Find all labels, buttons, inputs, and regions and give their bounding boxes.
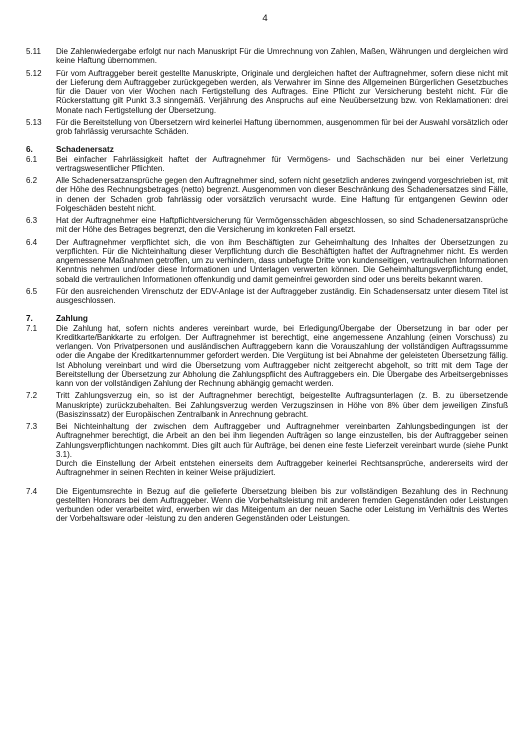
- clause-text: Der Auftragnehmer verpflichtet sich, die von ihm Beschäftigten zur Geheimhaltung des Inhaltes der Übersetzungen zu verpflichten. Für die Nichteinhaltung dieser Verpflichtung durch die Beschäftigten haftet der Auftragnehmer nicht. Es werden angemessene Maßnahmen getroffen, um zu verhindern, dass unbefugte Dritte von kundenseitigen, vertraulichen Informationen Kenntnis nehmen und/oder diese Informationen und Unterlagen verwerten können. Die Geheimhaltungsverpflichtung endet, sobald die vertraulichen Informationen offenkundig und damit gemeinfrei geworden sind oder uns bereits bekannt waren.: [56, 237, 508, 284]
- clause-text: Durch die Einstellung der Arbeit entstehen einerseits dem Auftraggeber keinerlei Rechtsansprüche, andererseits wird der Auftragnehmer in seinen Rechten in keiner Weise präjudiziert.: [56, 459, 508, 478]
- clause-number: 7.3: [26, 422, 38, 431]
- clause-number: 6.5: [26, 286, 38, 296]
- section-heading: [26, 145, 508, 154]
- clause-6-4: [26, 238, 508, 284]
- clause-7-3: [26, 422, 508, 478]
- clause-text: Für den ausreichenden Virenschutz der EDV-Anlage ist der Auftraggeber zuständig. Ein Schadensersatz unter diesem Titel ist ausgeschlossen.: [56, 286, 508, 305]
- clause-6-3: [26, 216, 508, 235]
- clause-text-block: [56, 422, 508, 478]
- section-6: [26, 145, 508, 305]
- clause-text: Die Zahlenwiedergabe erfolgt nur nach Manuskript Für die Umrechnung von Zahlen, Maßen, Währungen und dergleichen wird keine Haftung übernommen.: [56, 47, 508, 66]
- clause-number: 7.2: [26, 391, 38, 401]
- section-heading-number: 7.: [26, 314, 33, 324]
- clause-number: 5.11: [26, 47, 41, 56]
- clause-6-1: [26, 155, 508, 174]
- clause-6-2: [26, 176, 508, 213]
- clause-text: Tritt Zahlungsverzug ein, so ist der Auftragnehmer berechtigt, beigestellte Auftragsunterlagen (z. B. zu übersetzende Manuskripte) zurückzubehalten. Bei Zahlungsverzug werden Verzugszinsen in Höhe von 8% über dem jeweiligen Zinsfuß (Basiszinssatz) der Europäischen Zentralbank in Anrechnung gebracht.: [56, 391, 508, 419]
- clause-7-2: [26, 391, 508, 419]
- clause-6-5: [26, 287, 508, 306]
- clause-5-12: [26, 69, 508, 115]
- clause-text: Alle Schadenersatzansprüche gegen den Auftragnehmer sind, sofern nicht gesetzlich anderes zwingend vorgeschrieben ist, mit der Höhe des Rechnungsbetrages (netto) begrenzt. Ausgenommen von dieser Beschränkung des Schadenersatzes sind Fälle, in denen der Schaden grob fahrlässig oder vorsätzlich verursacht wurde. Eine Haftung für entgangenen Gewinn oder Folgeschäden besteht nicht.: [56, 176, 508, 213]
- clause-number: 6.3: [26, 216, 38, 225]
- clause-number: 7.1: [26, 323, 38, 333]
- clause-text: Für die Bereitstellung von Übersetzern wird keinerlei Haftung übernommen, ausgenommen für bei der Auswahl vorsätzlich oder grob fahrlässig verursachte Schäden.: [56, 117, 508, 136]
- section-heading: [26, 314, 508, 323]
- clause-text: Für vom Auftraggeber bereit gestellte Manuskripte, Originale und dergleichen haftet der Auftragnehmer, sofern diese nicht mit der Lieferung dem Auftraggeber zurückgegeben werden, als Verwahrer im Sinne des Allgemeinen Bürgerlichen Gesetzbuches für die Dauer von vier Wochen nach Fertigstellung des Auftrages. Eine Pflicht zur Versicherung besteht nicht. Für die Rückerstattung gilt Punkt 3.3 sinngemäß. Verjährung des Anspruchs auf eine Neuübersetzung bzw. von Reklamationen: drei Monate nach Fertigstellung der Übersetzung.: [56, 68, 508, 115]
- document-body: [26, 47, 508, 524]
- clause-number: 6.2: [26, 176, 38, 185]
- clause-number: 5.12: [26, 68, 42, 78]
- clause-7-4: [26, 487, 508, 524]
- clause-number: 6.1: [26, 154, 38, 164]
- clause-text: Die Eigentumsrechte in Bezug auf die gelieferte Übersetzung bleiben bis zur vollständigen Bezahlung des in Rechnung gestellten Honorars bei dem Auftraggeber. Wenn die Vorbehaltsleistung mit anderen fremden Gegenständen oder Leistungen verbunden oder verarbeitet wird, erwerben wir das Miteigentum an der neuen Sache oder Leistung im Verhältnis des Wertes der Vorbehaltsware oder -leistung zu den anderen Gegenständen oder Leistungen.: [56, 486, 508, 524]
- clause-number: 6.4: [26, 237, 38, 247]
- section-heading-number: 6.: [26, 145, 33, 155]
- clause-text: Die Zahlung hat, sofern nichts anderes vereinbart wurde, bei Erledigung/Übergabe der Übersetzung in bar oder per Kreditkarte/Bankkarte zu erfolgen. Der Auftragnehmer ist berechtigt, eine angemessene Anzahlung (einen Vorschuss) zu verlangen. Von Privatpersonen und ausländischen Auftraggebern kann die Vorauszahlung der vollständigen Auftragssumme oder die Angabe der Kreditkartennummer gefordert werden. Die Vergütung ist bei Abnahme der geleisteten Übersetzung fällig. Ist Abholung vereinbart und wird die Übersetzung vom Auftraggeber nicht zeitgerecht abgeholt, so tritt mit dem Tage der Bereitstellung der Übersetzung zur Abholung die Zahlungspflicht des Auftraggebers ein. Die Übergabe des Arbeitsergebnisses kann von der vollständigen Zahlung der Rechnung abhängig gemacht werden.: [56, 323, 508, 388]
- clause-number: 7.4: [26, 486, 38, 496]
- clause-text: Bei einfacher Fahrlässigkeit haftet der Auftragnehmer für Vermögens- und Sachschäden nur bei einer Verletzung vertragswesentlicher Pflichten.: [56, 154, 508, 173]
- page-number: 4: [262, 13, 268, 24]
- section-heading-title: Schadenersatz: [56, 145, 114, 155]
- section-7: [26, 314, 508, 523]
- clause-7-1: [26, 324, 508, 389]
- clause-text: Hat der Auftragnehmer eine Haftpflichtversicherung für Vermögensschäden abgeschlossen, so sind Schadenersatzansprüche mit der Höhe des Betrages begrenzt, den die Versicherung im konkreten Fall ersetzt.: [56, 216, 508, 235]
- section-heading-title: Zahlung: [56, 314, 88, 324]
- clause-number: 5.13: [26, 117, 42, 127]
- clause-text: Bei Nichteinhaltung der zwischen dem Auftraggeber und Auftragnehmer vereinbarten Zahlungsbedingungen ist der Auftragnehmer berechtigt, die Arbeit an den bei ihm liegenden Aufträgen so lange einzustellen, bis der Auftraggeber seinen Zahlungsverpflichtungen nachkommt. Dies gilt auch für Aufträge, bei denen eine feste Lieferzeit vereinbart wurde (siehe Punkt 3.1).: [56, 422, 508, 459]
- section-5: [26, 47, 508, 136]
- clause-5-13: [26, 118, 508, 137]
- clause-5-11: [26, 47, 508, 66]
